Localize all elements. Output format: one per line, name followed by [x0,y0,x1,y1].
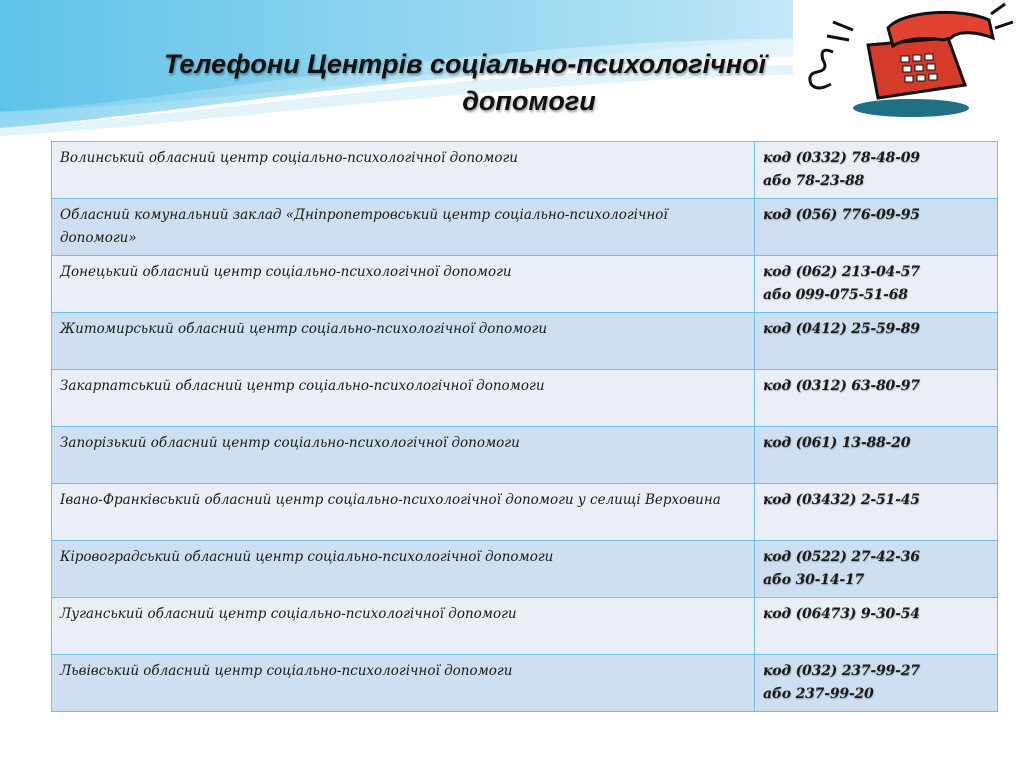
phone-cell [755,655,998,712]
center-name-cell: Донецький обласний центр соціально-психологічної допомоги [52,256,755,313]
table-row [52,313,998,370]
table-row [52,541,998,598]
phone-number: код (0332) 78-48-09 [763,150,920,166]
table-row [52,598,998,655]
phone-number: код (0412) 25-59-89 [763,321,920,337]
page-title-line-1: Телефони Центрів соціально-психологічної [163,49,767,79]
center-name-cell: Івано-Франківський обласний центр соціально-психологічної допомоги у селищі Верховина [52,484,755,541]
phone-number: або 78-23-88 [763,173,865,189]
phone-cell [755,598,998,655]
telephone-illustration [793,0,1024,122]
phone-number: код (061) 13-88-20 [763,435,911,451]
center-name-cell: Львівський обласний центр соціально-психологічної допомоги [52,655,755,712]
phone-cell [755,427,998,484]
page-title-line-2: допомоги [462,86,596,116]
phone-number: код (06473) 9-30-54 [763,606,920,622]
phone-number: або 237-99-20 [763,686,874,702]
phone-cell [755,541,998,598]
phone-number: код (0312) 63-80-97 [763,378,920,394]
table-row [52,484,998,541]
phone-cell [755,256,998,313]
phone-number: код (056) 776-09-95 [763,207,920,223]
center-name-cell: Луганський обласний центр соціально-психологічної допомоги [52,598,755,655]
page-title [110,46,820,120]
phone-cell [755,142,998,199]
phone-cell [755,199,998,256]
table-row [52,142,998,199]
phone-number: або 099-075-51-68 [763,287,908,303]
phone-number: код (062) 213-04-57 [763,264,920,280]
phone-cell [755,313,998,370]
red-telephone-icon [793,0,1024,122]
phone-cell [755,484,998,541]
center-name-cell: Волинський обласний центр соціально-психологічної допомоги [52,142,755,199]
centers-phone-table [51,141,998,712]
phone-number: код (03432) 2-51-45 [763,492,920,508]
table-row [52,256,998,313]
phone-number: код (032) 237-99-27 [763,663,920,679]
phone-number: код (0522) 27-42-36 [763,549,920,565]
table-row [52,655,998,712]
phone-number: або 30-14-17 [763,572,865,588]
table-row [52,370,998,427]
table-row [52,427,998,484]
center-name-cell: Запорізький обласний центр соціально-психологічної допомоги [52,427,755,484]
center-name-cell: Закарпатський обласний центр соціально-психологічної допомоги [52,370,755,427]
center-name-cell: Кіровоградський обласний центр соціально-психологічної допомоги [52,541,755,598]
table-row [52,199,998,256]
phone-cell [755,370,998,427]
center-name-cell: Обласний комунальний заклад «Дніпропетровський центр соціально-психологічної допомоги» [52,199,755,256]
center-name-cell: Житомирський обласний центр соціально-психологічної допомоги [52,313,755,370]
